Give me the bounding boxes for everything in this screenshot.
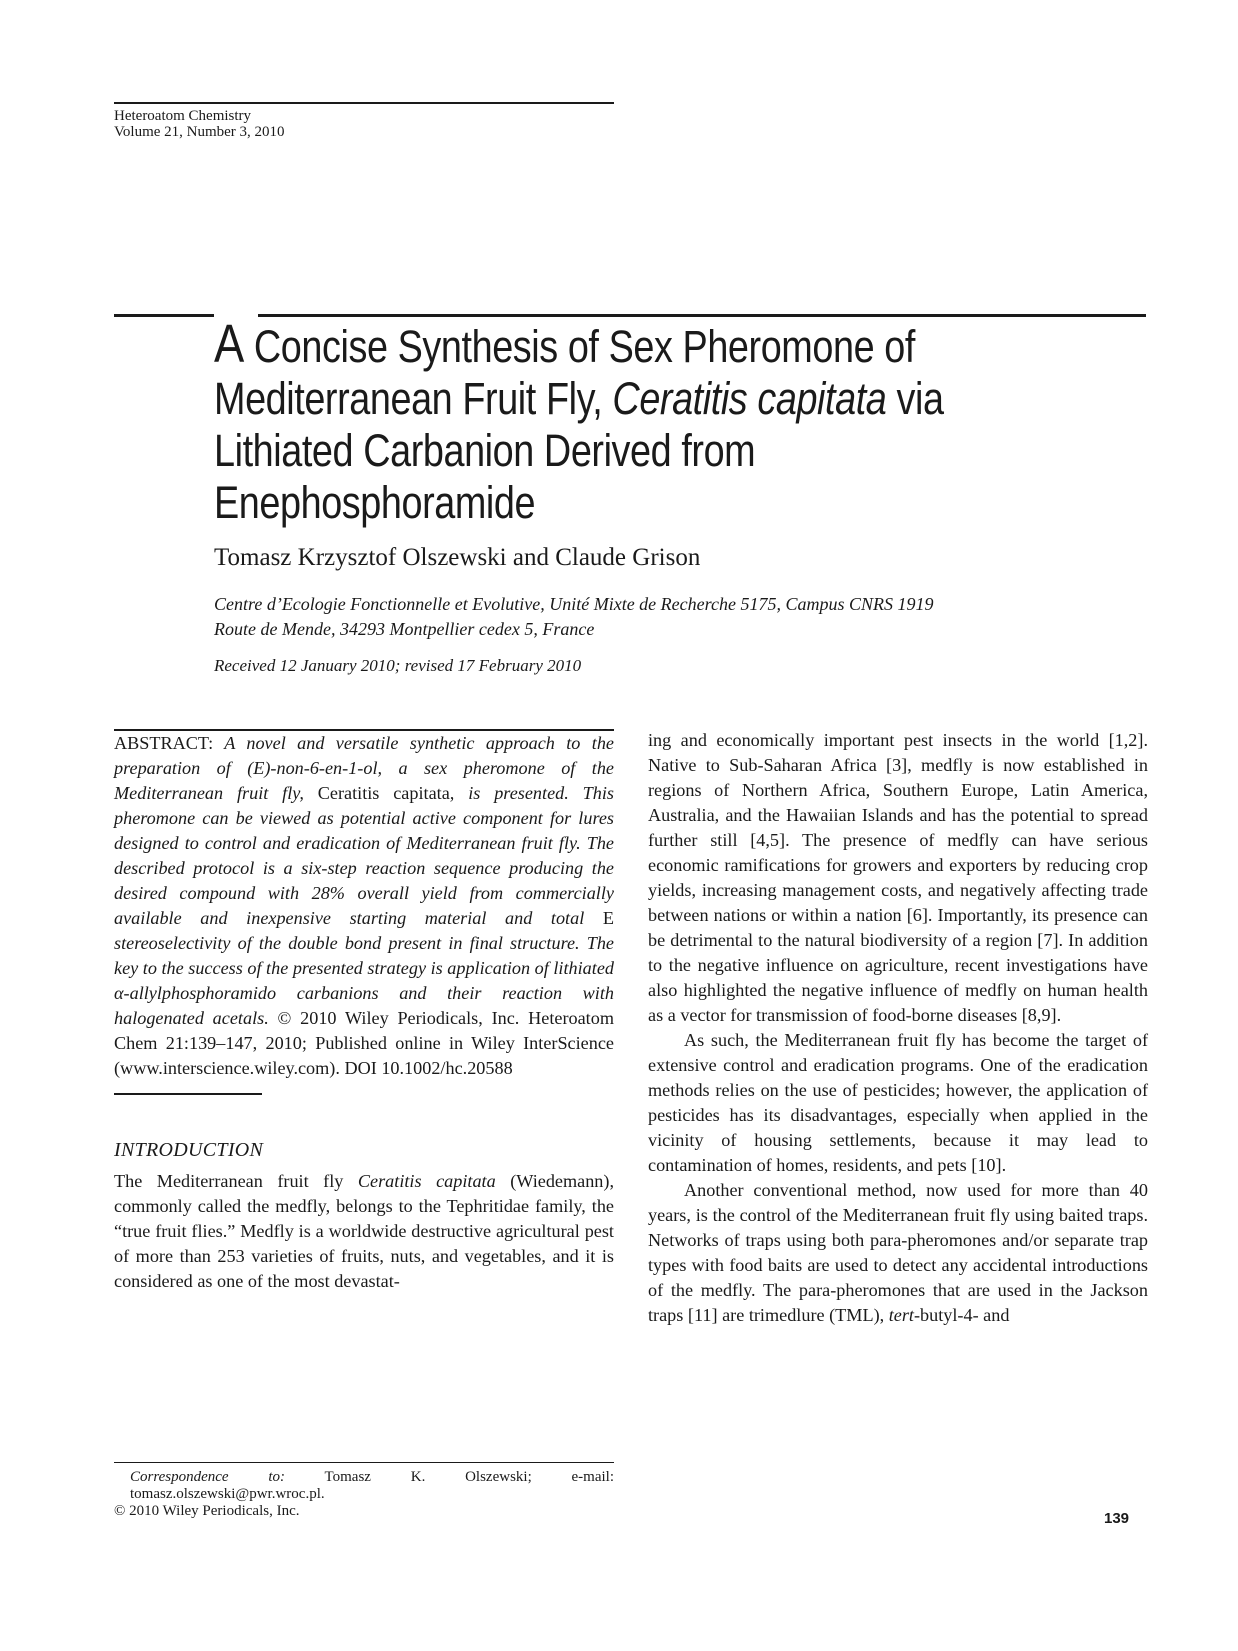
received-dates: Received 12 January 2010; revised 17 February 2010 bbox=[214, 656, 582, 675]
journal-header bbox=[114, 102, 614, 140]
body-paragraph-3-part1: Another conventional method, now used for more than 40 years, is the control of the Mediterranean fruit fly using baited traps. Networks of traps using both para-pheromones and/or separate trap types with food baits are used to detect any accidental introductions of the medfly. The para-pheromones that are used in the Jackson traps [11] are trimedlure (TML), bbox=[648, 1180, 1148, 1325]
intro-text-part2: (Wiedemann), commonly called the medfly, belongs to the Tephritidae family, the “true fruit flies.” Medfly is a worldwide destructive agricultural pest of more than 253 varieties of fruits, nuts, and vegetables, and it is considered as one of the most devastat- bbox=[114, 1171, 614, 1291]
abstract-e-letter: E bbox=[602, 908, 614, 928]
abstract-label: ABSTRACT: bbox=[114, 733, 214, 753]
abstract-part2: , is presented. This pheromone can be viewed as potential active component for lures designed to control and eradication of Mediterranean fruit fly. The described protocol is a six-step reaction sequence producing the desired compound with 28% overall yield from commercially available and inexpensive starting material and total bbox=[114, 783, 614, 928]
correspondence-label: Correspondence to: bbox=[130, 1469, 286, 1485]
left-column bbox=[114, 729, 614, 1294]
page-number: 139 bbox=[1104, 1510, 1130, 1527]
correspondence bbox=[114, 1469, 614, 1503]
title-line4: Enephosphoramide bbox=[214, 477, 536, 528]
footnote-rule bbox=[114, 1462, 614, 1463]
intro-text-part1: The Mediterranean fruit fly bbox=[114, 1171, 358, 1191]
title-rule-left bbox=[114, 314, 214, 317]
intro-paragraph bbox=[114, 1169, 614, 1294]
abstract-part1: A novel and versatile synthetic approach to the preparation of (E)-non-6-en-1-ol, a sex pheromone of the Mediterranean fruit fly, bbox=[114, 733, 614, 803]
title-block bbox=[214, 314, 1144, 529]
title-initial: A bbox=[214, 314, 244, 374]
right-column bbox=[648, 728, 1148, 1328]
body-paragraph-3-tert: tert bbox=[888, 1305, 914, 1325]
body-paragraph-1: ing and economically important pest insects in the world [1,2]. Native to Sub-Saharan Africa [3], medfly is now established in regions of Northern Africa, Southern Europe, Latin America, Australia, and the Hawaiian Islands and has the potential to spread further still [4,5]. The presence of medfly can have serious economic ramifications for growers and exporters by reducing crop yields, increasing management costs, and negatively affecting trade between nations or within a nation [6]. Importantly, its presence can be detrimental to the natural biodiversity of a region [7]. In addition to the negative influence on agriculture, recent investigations have also highlighted the negative influence of medfly on human health as a vector for transmission of food-borne diseases [8,9]. bbox=[648, 730, 1148, 1025]
affiliation-line1: Centre d’Ecologie Fonctionnelle et Evolutive, Unité Mixte de Recherche 5175, Campus CNRS 1919 bbox=[214, 594, 934, 614]
correspondence-text: Tomasz K. Olszewski; e-mail: tomasz.olszewski@pwr.wroc.pl. bbox=[130, 1469, 614, 1502]
title-line1: Concise Synthesis of Sex Pheromone of bbox=[243, 321, 915, 372]
title-line2-post: via bbox=[886, 373, 944, 424]
abstract-part3: stereoselectivity of the double bond present in final structure. The key to the success of the presented strategy is application of lithiated α-allylphosphoramido carbanions and their reaction with halogenated acetals. bbox=[114, 933, 614, 1028]
title-line3: Lithiated Carbanion Derived from bbox=[214, 425, 756, 476]
abstract bbox=[114, 731, 614, 1081]
body-paragraph-2: As such, the Mediterranean fruit fly has become the target of extensive control and eradication programs. One of the eradication methods relies on the use of pesticides; however, the application of pesticides has its disadvantages, especially when applied in the vicinity of housing settlements, because it may lead to contamination of homes, residents, and pets [10]. bbox=[648, 1030, 1148, 1175]
body-paragraph-3 bbox=[648, 1178, 1148, 1328]
abstract-end-rule bbox=[114, 1093, 262, 1095]
title-line2-pre: Mediterranean Fruit Fly, bbox=[214, 373, 613, 424]
footnote-copyright: © 2010 Wiley Periodicals, Inc. bbox=[114, 1503, 300, 1519]
authors: Tomasz Krzysztof Olszewski and Claude Grison bbox=[214, 544, 701, 571]
journal-name: Heteroatom Chemistry bbox=[114, 108, 252, 124]
section-heading-introduction: INTRODUCTION bbox=[114, 1139, 264, 1161]
journal-volume: Volume 21, Number 3, 2010 bbox=[114, 124, 285, 140]
intro-species: Ceratitis capitata bbox=[357, 1171, 496, 1191]
article-title bbox=[214, 314, 1138, 529]
title-species: Ceratitis capitata bbox=[612, 373, 887, 424]
footnote bbox=[114, 1462, 614, 1520]
body-paragraph-3-part2: -butyl-4- and bbox=[913, 1305, 1010, 1325]
affiliation-line2: Route de Mende, 34293 Montpellier cedex 5, France bbox=[214, 619, 595, 639]
abstract-species: Ceratitis capitata bbox=[317, 783, 450, 803]
title-rule-right bbox=[258, 314, 1146, 317]
affiliation bbox=[214, 592, 1164, 642]
abstract-citation: © 2010 Wiley Periodicals, Inc. Heteroatom Chem 21:139–147, 2010; Published online in Wiley InterScience (www.interscience.wiley.com). DOI 10.1002/hc.20588 bbox=[114, 1008, 614, 1078]
